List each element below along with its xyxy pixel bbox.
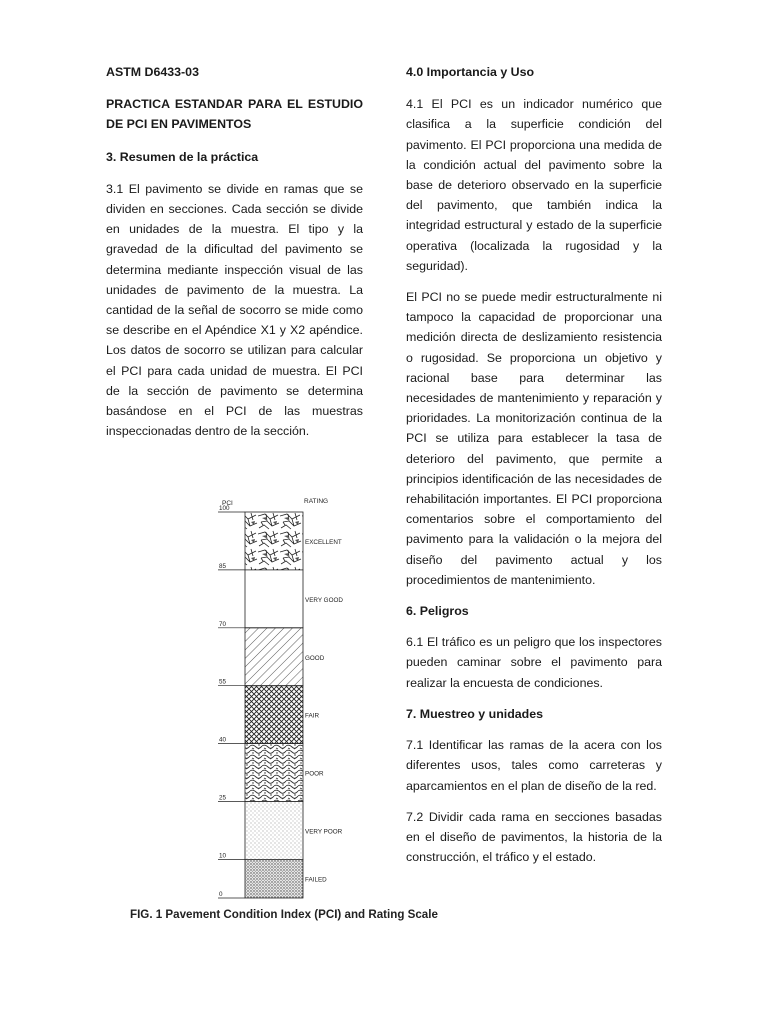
tick-label-40: 40 <box>219 736 227 744</box>
band-failed <box>245 859 303 898</box>
section-3-heading: 3. Resumen de la práctica <box>106 149 259 164</box>
figure-caption: FIG. 1 Pavement Condition Index (PCI) and Rating Scale <box>130 908 438 921</box>
band-good <box>245 628 303 686</box>
paragraph-7-1: 7.1 Identificar las ramas de la acera con los diferentes usos, tales como carreteras y aparcamientos en el plan de diseño de la red. <box>406 738 662 793</box>
rating-labels <box>305 539 343 884</box>
pci-rating-figure <box>214 494 389 930</box>
band-very-poor <box>245 802 303 860</box>
pci-ticks <box>218 505 245 898</box>
tick-label-0: 0 <box>219 891 223 898</box>
left-column <box>106 62 363 441</box>
tick-label-55: 55 <box>219 678 227 686</box>
rating-label-very-good: VERY GOOD <box>305 596 343 604</box>
band-excellent <box>245 512 303 570</box>
rating-label-poor: POOR <box>305 770 324 778</box>
paragraph-7-2: 7.2 Dividir cada rama en secciones basadas en el diseño de pavimentos, la historia de la construcción, el tráfico y el estado. <box>406 809 662 865</box>
paragraph-4-1: 4.1 El PCI es un indicador numérico que clasifica a la superficie condición del pavimento. El PCI proporciona una medida de la condición actual del pavimento sobre la base de deterioro observado en la superficie del pavimento, que también indica la integridad estructural y estado de la superficie operativa (localizada la rugosidad y la seguridad). <box>406 97 662 273</box>
document-title: PRACTICA ESTANDAR PARA EL ESTUDIO DE PCI EN PAVIMENTOS <box>106 97 363 132</box>
paragraph-4-2: El PCI no se puede medir estructuralmente ni tampoco la capacidad de proporcionar una medición directa de deslizamiento resistencia o rugosidad. Se proporciona un objetivo y racional base para determinar las necesidades de mantenimiento y reparación y prioridades. La monitorización continua de la PCI se utiliza para establecer la tasa de deterioro del pavimento, que permite a principios identificación de las necesidades de rehabilitación importantes. El PCI proporciona comentarios sobre el comportamiento del pavimento para la validación o la mejora del diseño del pavimento actual y los procedimientos de mantenimiento. <box>406 290 662 587</box>
paragraph-6-1: 6.1 El tráfico es un peligro que los inspectores pueden caminar sobre el pavimento para realizar la encuesta de condiciones. <box>406 635 662 690</box>
rating-bands <box>245 512 303 898</box>
tick-label-70: 70 <box>219 620 227 628</box>
band-poor <box>245 744 303 802</box>
pci-axis-label: PCI <box>222 500 233 507</box>
rating-label-very-poor: VERY POOR <box>305 828 343 836</box>
paragraph-3-1: 3.1 El pavimento se divide en ramas que se dividen en secciones. Cada sección se divide en unidades de la muestra. El tipo y la gravedad de la dificultad del pavimento se determina mediante inspección visual de las unidades de pavimento de la muestra. La cantidad de la señal de socorro se mide como se describe en el Apéndice X1 y X2 apéndice. Los datos de socorro se utilizan para calcular el PCI para cada unidad de muestra. El PCI de la sección de pavimento se determina basándose en el PCI de las muestras inspeccionadas dentro de la sección. <box>106 181 363 439</box>
rating-label-excellent: EXCELLENT <box>305 538 342 546</box>
right-column <box>406 62 662 867</box>
tick-label-25: 25 <box>219 794 227 802</box>
section-6-heading: 6. Peligros <box>406 604 469 619</box>
pci-scale-diagram <box>214 494 389 914</box>
section-7-heading: 7. Muestreo y unidades <box>406 706 544 721</box>
section-4-heading: 4.0 Importancia y Uso <box>406 65 535 79</box>
band-very-good <box>245 570 303 628</box>
tick-label-85: 85 <box>219 562 227 570</box>
rating-label-good: GOOD <box>305 654 325 662</box>
tick-label-10: 10 <box>219 852 227 860</box>
band-fair <box>245 686 303 744</box>
document-code: ASTM D6433-03 <box>106 65 199 79</box>
rating-axis-label: RATING <box>304 498 329 505</box>
rating-label-failed: FAILED <box>305 876 327 884</box>
rating-label-fair: FAIR <box>305 712 319 720</box>
tick-label-100: 100 <box>219 505 230 512</box>
